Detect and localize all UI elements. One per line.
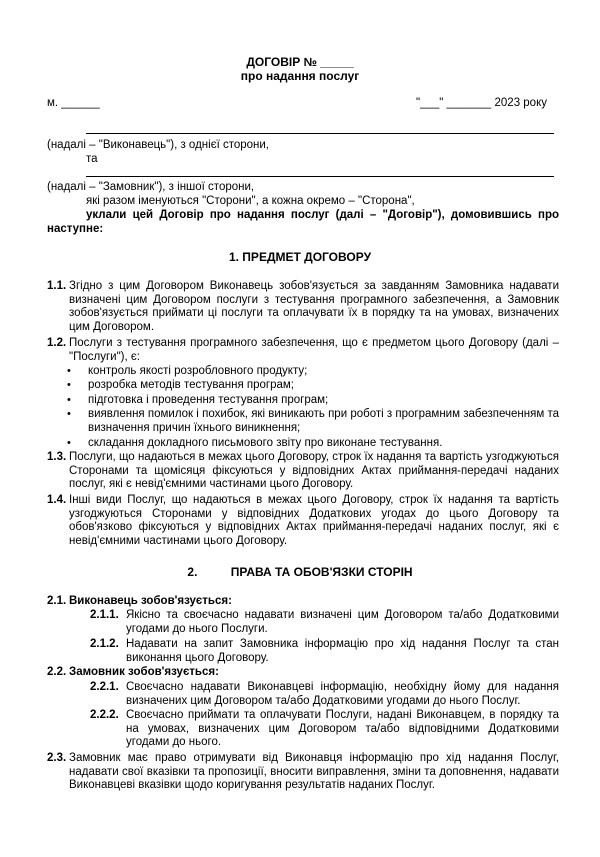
bullet-icon: • — [67, 365, 71, 377]
clause-1-4-number: 1.4. — [47, 494, 67, 506]
list-item: підготовка і проведення тестування програм; — [88, 394, 329, 406]
list-item: складання докладного письмового звіту про виконане тестування. — [88, 437, 443, 449]
clause-2-1-label: Виконавець зобов'язується: — [69, 595, 232, 607]
bullet-icon: • — [67, 379, 71, 391]
clause-2-1-1-text: Якісно та своєчасно надавати визначені цим Договором та/або Додатковими угодами до нього Послуги. — [126, 609, 559, 635]
bullet-icon: • — [67, 408, 71, 420]
clause-2-2-2-text: Своєчасно приймати та оплачувати Послуги, надані Виконавцем, в порядку та на умовах, визначених цим Договором та/або відповідними Додатковими угодами до нього. — [126, 709, 559, 749]
clause-2-2-1-text: Своєчасно надавати Виконавцеві інформацію, необхідну йому для надання визначених цим Договором та/або Додатковими угодами до нього Послуг. — [126, 681, 559, 707]
clause-2-3-text: Замовник має право отримувати від Виконавця інформацію про хід надання Послуг, надавати свої вказівки та пропозиції, вносити виправлення, зміни та доповнення, надавати Виконавцеві вказівки щодо коригування результатів наданих Послуг. — [69, 752, 559, 792]
customer-label: (надалі – "Замовник"), з іншої сторони, — [47, 181, 255, 193]
executor-label: (надалі – "Виконавець"), з однієї сторони, — [47, 139, 269, 151]
list-item: розробка методів тестування програм; — [88, 379, 294, 391]
date-field: "___" _______ 2023 року — [416, 97, 547, 109]
bullet-icon: • — [67, 394, 71, 406]
clause-1-3-text: Послуги, що надаються в межах цього Договору, строк їх надання та вартість узгоджуються Сторонами та щомісяця фіксуються у відповідних Актах приймання-передачі наданих послуг, які є невід'ємними частинами цього Договору. — [69, 451, 559, 491]
clause-2-3-number: 2.3. — [47, 752, 67, 764]
clause-1-1-number: 1.1. — [47, 280, 67, 292]
clause-2-2-1-number: 2.2.1. — [90, 681, 119, 693]
section-1-title: 1. ПРЕДМЕТ ДОГОВОРУ — [228, 250, 372, 264]
clause-1-4-text: Інші види Послуг, що надаються в межах цього Договору, строк їх надання та вартість узгоджуються Сторонами у відповідних Додаткових угодах до цього Договору та обов'язково фіксуються у відповідних Актах приймання-передачі наданих послуг, які є невід'ємними частинами цього Договору. — [69, 494, 559, 547]
parties-together-text: які разом іменуються "Сторони", а кожна окремо – "Сторона", — [86, 195, 415, 207]
document-title: ДОГОВІР № _____ — [246, 55, 354, 69]
clause-2-2-number: 2.2. — [47, 666, 67, 678]
clause-1-3-number: 1.3. — [47, 451, 67, 463]
list-item: виявлення помилок і похибок, які виникають при роботі з програмним забезпеченням та визначення причин їхнього виникнення; — [88, 408, 559, 434]
and-text: та — [86, 153, 98, 165]
list-item: контроль якості розробловного продукту; — [88, 365, 308, 377]
clause-2-2-label: Замовник зобов'язується: — [69, 666, 219, 678]
clause-2-2-2-number: 2.2.2. — [90, 709, 119, 721]
clause-1-1-text: Згідно з цим Договором Виконавець зобов'язується за завданням Замовника надавати визначені цим Договором послуги з тестування програмного забезпечення, а Замовник зобов'язується приймати ці послуги та оплачувати їх в порядку та на умовах, визначених цим Договором. — [69, 280, 559, 333]
city-field: м. ______ — [47, 97, 100, 109]
clause-2-1-1-number: 2.1.1. — [90, 609, 119, 621]
clause-2-1-number: 2.1. — [47, 595, 67, 607]
clause-2-1-2-text: Надавати на запит Замовника інформацію про хід надання Послуг та стан виконання цього Договору. — [126, 638, 559, 664]
customer-name-line — [86, 176, 554, 177]
clause-1-2-text: Послуги з тестування програмного забезпечення, що є предметом цього Договору (далі – "Послуги"), є: — [69, 337, 559, 363]
document-subtitle: про надання послуг — [240, 69, 360, 83]
bullet-icon: • — [67, 437, 71, 449]
executor-name-line — [86, 133, 554, 134]
section-2-title: 2. ПРАВА ТА ОБОВ'ЯЗКИ СТОРІН — [187, 565, 413, 579]
clause-1-2-number: 1.2. — [47, 337, 67, 349]
concluded-statement: уклали цей Договір про надання послуг (далі – "Договір"), домовившись про наступне: — [47, 209, 559, 235]
clause-2-1-2-number: 2.1.2. — [90, 638, 119, 650]
